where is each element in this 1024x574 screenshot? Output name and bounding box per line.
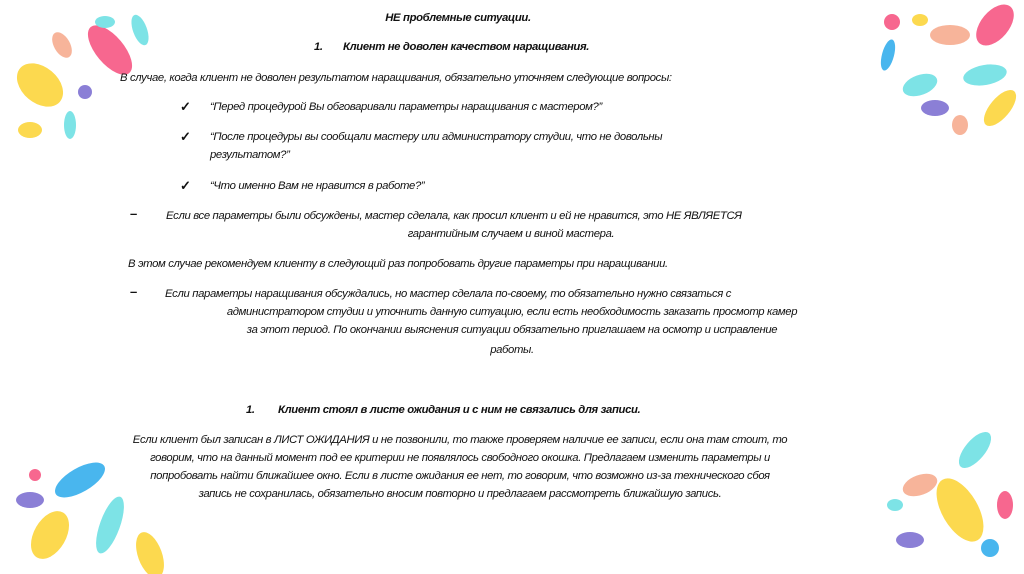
section2-body-line1: Если клиент был записан в ЛИСТ ОЖИДАНИЯ и не позвонили, то также проверяем наличие ее записи, если она там стоит, то [132, 434, 788, 446]
section1-heading: Клиент не доволен качеством наращивания. [343, 41, 590, 53]
section2-body-line4: запись не сохранилась, обязательно вносим повторно и предлагаем рассмотреть ближайшую запись. [198, 488, 722, 500]
check-icon: ✓ [180, 178, 191, 193]
section1-intro: В случае, когда клиент не доволен результатом наращивания, обязательно уточняем следующие вопросы: [120, 72, 672, 84]
note1-line2: гарантийным случаем и виной мастера. [407, 228, 615, 240]
drops-bottom-right [887, 427, 1013, 557]
note2-line1: Если параметры наращивания обсуждались, но мастер сделала по-своему, то обязательно нужно связаться с [165, 288, 732, 300]
page-title: НЕ проблемные ситуации. [385, 12, 531, 24]
drops-bottom-left [16, 456, 169, 574]
section2-body-line3: попробовать найти ближайшее окно. Если в листе ожидания ее нет, то говорим, что возможно из-за технического сбоя [150, 470, 770, 482]
section2-number: 1. [246, 404, 255, 416]
question-1: “Перед процедурой Вы обговаривали параметры наращивания с мастером?” [210, 101, 602, 113]
check-icon: ✓ [180, 99, 191, 114]
question-3: “Что именно Вам не нравится в работе?” [210, 180, 425, 192]
section2-body-line2: говорим, что на данный момент под ее критерии не появлялось свободного окошка. Предлагаем изменить параметры и [150, 452, 770, 464]
question-2-line2: результатом?” [210, 149, 290, 161]
recommendation: В этом случае рекомендуем клиенту в следующий раз попробовать другие параметры при наращивании. [128, 258, 668, 270]
drops-top-right [878, 0, 1022, 135]
section1-number: 1. [314, 41, 323, 53]
note1-line1: Если все параметры были обсуждены, мастер сделала, как просил клиент и ей не нравится, это НЕ ЯВЛЯЕТСЯ [166, 210, 742, 222]
check-icon: ✓ [180, 129, 191, 144]
question-2-line1: “После процедуры вы сообщали мастеру или администратору студии, что не довольны [210, 131, 663, 143]
note2-line4: работы. [490, 344, 534, 356]
section2-heading: Клиент стоял в листе ожидания и с ним не связались для записи. [278, 404, 641, 416]
dash-icon: – [130, 284, 138, 299]
note2-line2: администратором студии и уточнить данную ситуацию, если есть необходимость заказать просмотр камер [226, 306, 798, 318]
note2-line3: за этот период. По окончании выяснения ситуации обязательно приглашаем на осмотр и исправление [246, 324, 778, 336]
dash-icon: – [130, 206, 138, 221]
